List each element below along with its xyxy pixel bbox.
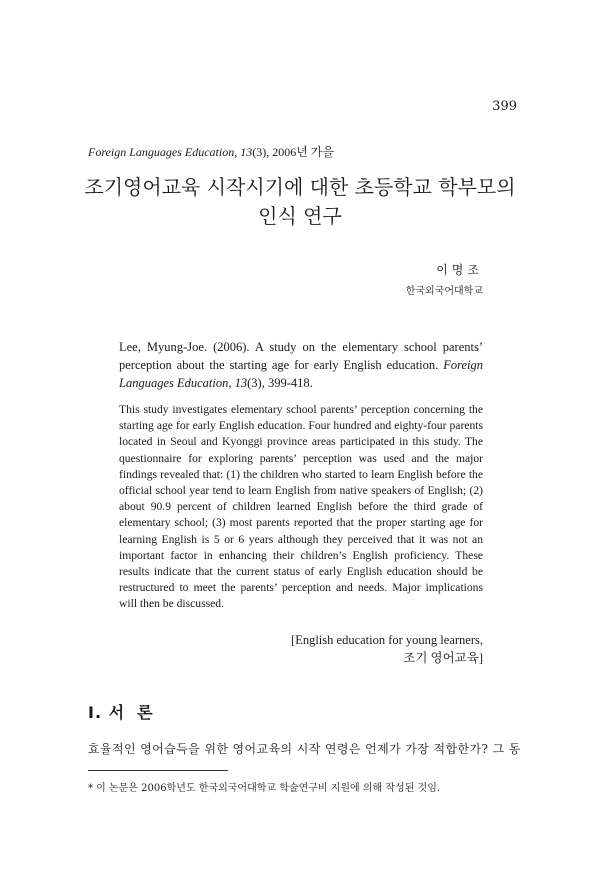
journal-issue: (3), 2006년 가을 [252,145,334,159]
paper-title-line-2: 인식 연구 [258,204,342,228]
citation-block [119,338,483,392]
keywords-line-1: [English education for young learners, [291,633,483,647]
citation-pages: (3), 399-418. [247,376,313,390]
journal-header [88,143,334,160]
section-title-part-1: 서 [108,703,126,722]
keywords-block [291,631,483,667]
section-title-part-2: 론 [137,703,154,722]
page-number: 399 [492,99,517,114]
footnote: * 이 논문은 2006학년도 한국외국어대학교 학술연구비 지원에 의해 작성된 것임. [88,783,441,794]
author-affiliation: 한국외국어대학교 [405,286,483,297]
footnote-divider [88,770,228,771]
paper-title-line-1: 조기영어교육 시작시기에 대한 초등학교 학부모의 [84,175,516,199]
section-heading [88,700,154,723]
citation-journal: Foreign Languages Education, 13 [119,358,483,390]
section-number: I. [88,703,103,722]
keywords-line-2: 조기 영어교육] [403,651,483,665]
journal-name: Foreign Languages Education, 13 [88,145,253,159]
citation-authors: Lee, Myung-Joe. (2006). A study on the elementary school parents’ perception about the starting age for early English education. [119,340,483,372]
abstract-text: This study investigates elementary school parents’ perception concerning the starting age for early English education. Four hundred and eighty-four parents located in Seoul and Kyonggi province areas participated in this study. The questionnaire for exploring parents’ perception was used and the major findings revealed that: (1) the children who started to learn English before the official school year tend to learn English from native speakers of English; (2) about 90.9 percent of children learned English before the third grade of elementary school; (3) most parents reported that the proper starting age for learning English is 5 or 6 years although they perceived that it was not an important factor in enhancing their children’s English proficiency. These results indicate that the current status of early English education should be restructured to meet the parents’ perception and needs. Major implications will then be discussed. [119,403,483,611]
body-paragraph: 효율적인 영어습득을 위한 영어교육의 시작 연령은 언제가 가장 적합한가? 그 동 [88,742,521,756]
author-name: 이명조 [436,263,483,277]
